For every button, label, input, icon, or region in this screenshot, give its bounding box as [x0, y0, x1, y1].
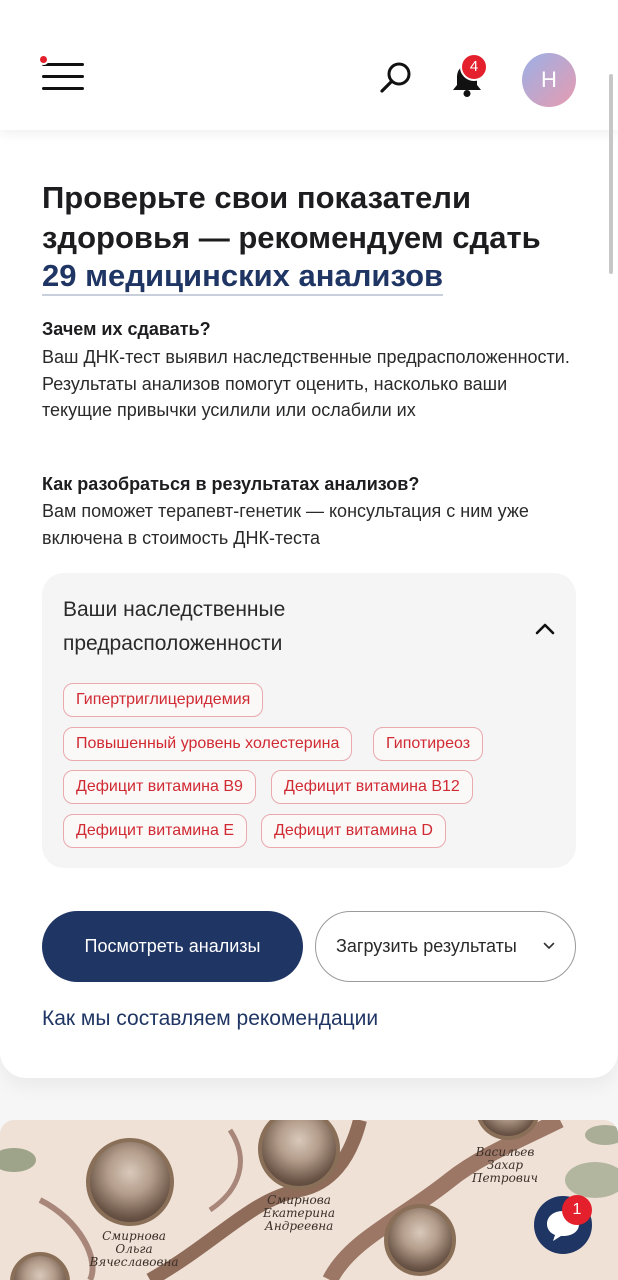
family-tree-illustration — [0, 1120, 618, 1280]
menu-icon-line — [42, 63, 84, 66]
predisposition-tag: Гипертриглицеридемия — [63, 683, 263, 717]
how-text: Вам поможет терапевт-генетик — консультация с ним уже включена в стоимость ДНК-теста — [42, 501, 529, 548]
ancestor-caption: Васильев Захар Петрович — [471, 1145, 539, 1185]
predisposition-tag: Дефицит витамина E — [63, 814, 247, 848]
menu-icon-line — [42, 75, 84, 78]
predisposition-tag: Дефицит витамина D — [261, 814, 446, 848]
why-heading: Зачем их сдавать? — [42, 319, 211, 339]
predisposition-tag: Дефицит витамина B12 — [271, 770, 473, 804]
accordion-title[interactable]: Ваши наследственные предрасположенности — [63, 598, 286, 655]
menu-icon-line — [42, 87, 84, 90]
predisposition-tag: Дефицит витамина B9 — [63, 770, 256, 804]
search-button[interactable] — [378, 60, 414, 96]
predisposition-tag: Гипотиреоз — [373, 727, 483, 761]
page-title: Проверьте свои показатели здоровья — рекомендуем сдать — [42, 180, 541, 255]
why-text: Ваш ДНК-тест выявил наследственные предрасположенности. Результаты анализов помогут оценить, насколько ваши текущие привычки усилили или ослабили их — [42, 347, 570, 421]
how-heading: Как разобраться в результатах анализов? — [42, 474, 420, 494]
top-bar — [0, 0, 618, 130]
recommendations-method-link[interactable]: Как мы составляем рекомендации — [42, 1007, 379, 1030]
chevron-down-icon — [543, 942, 555, 950]
chevron-up-icon — [533, 620, 557, 638]
upload-results-label: Загрузить результаты — [336, 936, 517, 956]
page-scrollbar[interactable] — [609, 74, 613, 274]
analyses-count-link[interactable]: 29 медицинских анализов — [42, 256, 443, 296]
view-analyses-button[interactable]: Посмотреть анализы — [42, 911, 303, 982]
predisposition-tag: Повышенный уровень холестерина — [63, 727, 352, 761]
menu-button[interactable] — [40, 56, 86, 96]
ancestor-caption: Смирнова Екатерина Андреевна — [262, 1193, 336, 1233]
user-avatar[interactable]: Н — [522, 53, 576, 107]
ancestor-caption: Смирнова Ольга Вячеславовна — [89, 1229, 179, 1269]
ancestor-portrait — [384, 1204, 456, 1276]
notifications-count-badge: 4 — [460, 53, 488, 81]
ancestor-portrait — [86, 1138, 174, 1226]
chat-unread-badge: 1 — [562, 1195, 592, 1225]
menu-notification-dot — [38, 54, 49, 65]
search-icon — [378, 60, 414, 96]
accordion-toggle[interactable] — [533, 620, 557, 638]
upload-results-button[interactable] — [315, 911, 576, 982]
